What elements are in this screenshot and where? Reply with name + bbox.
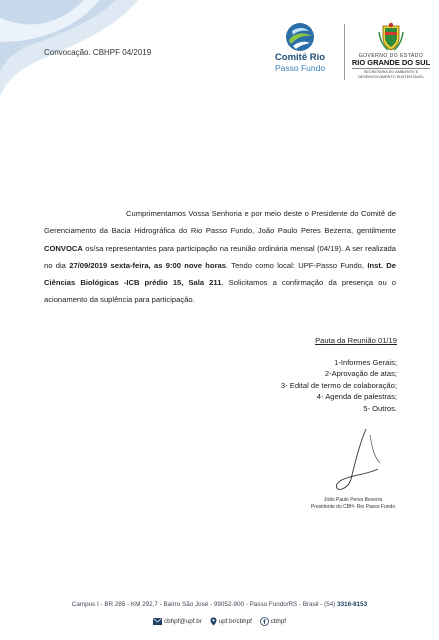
agenda-item: 1-Informes Gerais; xyxy=(334,357,397,367)
meeting-place: Inst. De Ciências Biológicas -ICB prédio 15, Sala 211 xyxy=(44,260,396,288)
handwritten-signature xyxy=(330,425,390,495)
footer-website[interactable] xyxy=(210,617,252,626)
comite-drop-icon xyxy=(285,22,315,52)
agenda-item: 5- Outros. xyxy=(363,403,397,413)
rs-logo-line3: SECRETARIA DO AMBIENTE E xyxy=(352,68,430,75)
logo-divider xyxy=(344,24,345,80)
comite-logo-line2: Passo Fundo xyxy=(274,63,326,73)
signatory-title: Presidente do CBH- Rio Passo Fundo xyxy=(310,504,396,510)
document-reference: Convocação. CBHPF 04/2019 xyxy=(44,48,152,57)
footer-phone: 3316-8153 xyxy=(337,601,368,608)
agenda-item: 4- Agenda de palestras; xyxy=(316,392,397,402)
facebook-text: cbhpf xyxy=(270,618,287,626)
comite-logo-line1: Comitê Rio xyxy=(274,52,326,63)
rs-government-logo xyxy=(348,22,434,79)
facebook-icon xyxy=(260,617,269,626)
footer-facebook[interactable] xyxy=(260,617,286,626)
website-text: upf.br/cbhpf xyxy=(218,618,252,626)
agenda-item: 3- Edital de termo de colaboração; xyxy=(280,380,397,390)
rs-logo-line4: DESENVOLVIMENTO SUSTENTÁVEL xyxy=(357,74,425,79)
rs-logo-line1: GOVERNO DO ESTADO xyxy=(358,53,424,59)
body-segment-4: . Solicitamos a confirmação da presença ou o acionamento da suplência para participação. xyxy=(44,278,396,305)
convoca-keyword: CONVOCA xyxy=(44,243,83,253)
footer-contacts xyxy=(0,617,439,626)
meeting-agenda xyxy=(281,335,397,415)
comite-logo xyxy=(268,22,332,73)
footer-address-text: Campus I - BR 285 - KM 292,7 - Bairro São José - 99052-900 - Passo Fundo/RS - Brasil - (54) xyxy=(71,601,338,608)
meeting-date: 27/09/2019 sexta-feira, as 9:00 nove horas xyxy=(69,260,226,270)
letter-paragraph xyxy=(44,205,396,309)
signatory-name: João Paulo Peres Bezerra xyxy=(323,497,383,503)
letter-body xyxy=(44,205,396,309)
body-segment-2: os/sa representantes para participação na reunião ordinária mensal (04/19). A ser realizada no dia xyxy=(44,243,396,270)
email-text: cbhpf@upf.br xyxy=(163,618,202,626)
footer-address xyxy=(0,601,439,608)
agenda-title: Pauta da Reunião 01/19 xyxy=(315,336,397,345)
email-icon xyxy=(153,618,162,625)
signatory xyxy=(298,497,408,511)
body-segment-3: . Tendo como local: UPF-Passo Fundo, xyxy=(226,260,368,270)
footer-email[interactable] xyxy=(153,618,202,625)
rs-logo-line2: RIO GRANDE DO SUL xyxy=(351,58,431,67)
body-segment-1: Cumprimentamos Vossa Senhoria e por meio deste o Presidente do Comitê de Gerenciamento da Bacia Hidrográfica do Rio Passo Fundo, João Paulo Peres Bezerra, gentilmente xyxy=(44,209,396,236)
location-pin-icon xyxy=(210,617,217,626)
coat-of-arms-icon xyxy=(377,22,405,52)
agenda-item: 2-Aprovação de atas; xyxy=(324,369,397,379)
